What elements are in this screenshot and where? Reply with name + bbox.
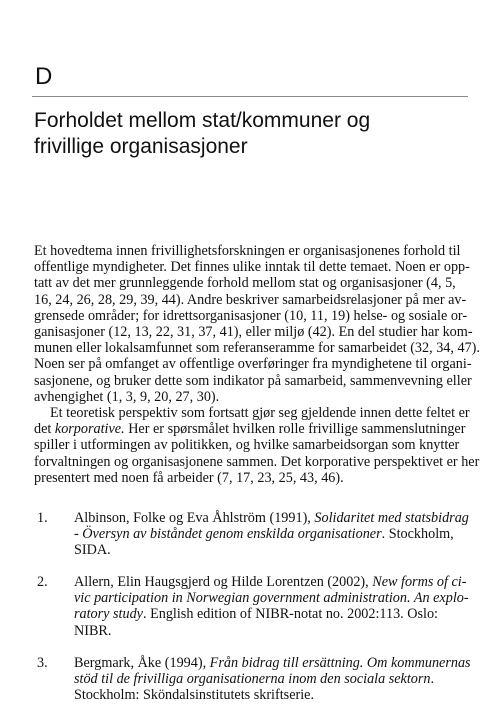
text-line (34, 421, 476, 437)
text-line: Noen ser på omfanget av offentlige overføringer fra myndighetene til organi- (34, 356, 472, 373)
text-line: 16, 24, 26, 28, 29, 39, 44). Andre beskriver samarbeidsrelasjoner på mer av- (34, 291, 467, 308)
text-line: NIBR. (74, 622, 112, 639)
text-line: Stockholm: Sköndalsinstitutets skriftserie. (74, 687, 314, 704)
reference-title: Från bidrag till ersättning. Om kommunernas (209, 655, 471, 671)
text-run: Bergmark, Åke (1994), (74, 655, 210, 671)
text-line (74, 590, 474, 606)
text-line: munen eller lokalsamfunnet som referanseramme for samarbeidet (32, 34, 47). (34, 340, 480, 357)
section-letter: D (35, 63, 53, 90)
text-line: grensede områder; for idrettsorganisasjoner (10, 11, 19) helse- og sosiale or- (34, 307, 468, 324)
text-line: Et teoretisk perspektiv som fortsatt gjør seg gjeldende innen dette feltet er (50, 405, 470, 422)
paragraph-2 (34, 405, 480, 486)
text-line (74, 574, 474, 590)
text-line: Et hovedtema innen frivillighetsforskningen er organisasjonenes forhold til (34, 243, 461, 259)
text-line: offentlige myndigheter. Det finnes ulike inntak til dette temaet. Noen er opp- (34, 259, 470, 276)
text-line (74, 655, 474, 671)
text-run: Allern, Elin Haugsgjerd og Hilde Lorentzen (2002), (74, 574, 373, 590)
text-line: forvaltningen og organisasjonene sammen. Det korporative perspektivet er her (34, 453, 480, 470)
reference-text (74, 510, 474, 559)
text-line: SIDA. (74, 542, 111, 559)
reference-text (74, 655, 474, 704)
reference-title: Solidaritet med statsbidrag (314, 510, 469, 526)
body-text (34, 243, 480, 486)
text-run: Her er spørsmålet hvilken rolle frivillige sammenslutninger (124, 421, 466, 438)
reference-title: ratory study (74, 606, 143, 623)
text-run: Albinson, Folke og Eva Åhlström (1991), (74, 510, 315, 526)
text-run: . Stockholm, (381, 526, 454, 543)
text-line (74, 526, 474, 542)
reference-title: vic participation in Norwegian government administration. An explo- (74, 590, 469, 607)
chapter-title (34, 108, 474, 160)
text-line (74, 606, 474, 622)
text-line: presentert med noen få arbeider (7, 17, 23, 25, 43, 46). (34, 469, 344, 486)
emphasis-korporative: korporative. (54, 421, 125, 438)
reference-number: 3. (37, 655, 48, 671)
paragraph-1 (34, 243, 480, 405)
reference-title: New forms of ci- (372, 574, 467, 590)
reference-text (74, 574, 474, 639)
text-line: ganisasjoner (12, 13, 22, 31, 37, 41), eller miljø (42). En del studier har kom- (34, 324, 473, 341)
text-line: tatt av det mer grunnleggende forhold mellom stat og organisasjoner (4, 5, (34, 275, 456, 292)
text-run: . English edition of NIBR-notat no. 2002:113. Oslo: (142, 606, 439, 623)
text-run: . (430, 671, 435, 688)
section-divider (32, 96, 468, 97)
text-line (74, 510, 474, 526)
chapter-title-line: Forholdet mellom stat/kommuner og (34, 109, 371, 132)
reference-number: 1. (37, 510, 48, 526)
chapter-title-line: frivillige organisasjoner (34, 135, 248, 158)
text-line: avhengighet (1, 3, 9, 20, 27, 30). (34, 388, 220, 405)
text-run: det (34, 421, 55, 438)
text-line (74, 671, 474, 687)
text-line: spiller i utformingen av politikken, og hvilke samarbeidsorgan som knytter (34, 437, 460, 454)
text-line: sasjonene, og bruker dette som indikator på samarbeid, sammenvevning eller (34, 372, 472, 389)
reference-number: 2. (37, 574, 48, 590)
reference-title: - Översyn av biståndet genom enskilda organisationer (74, 526, 382, 543)
reference-title: stöd til de frivilliga organisationerna inom den sociala sektorn (74, 671, 431, 688)
